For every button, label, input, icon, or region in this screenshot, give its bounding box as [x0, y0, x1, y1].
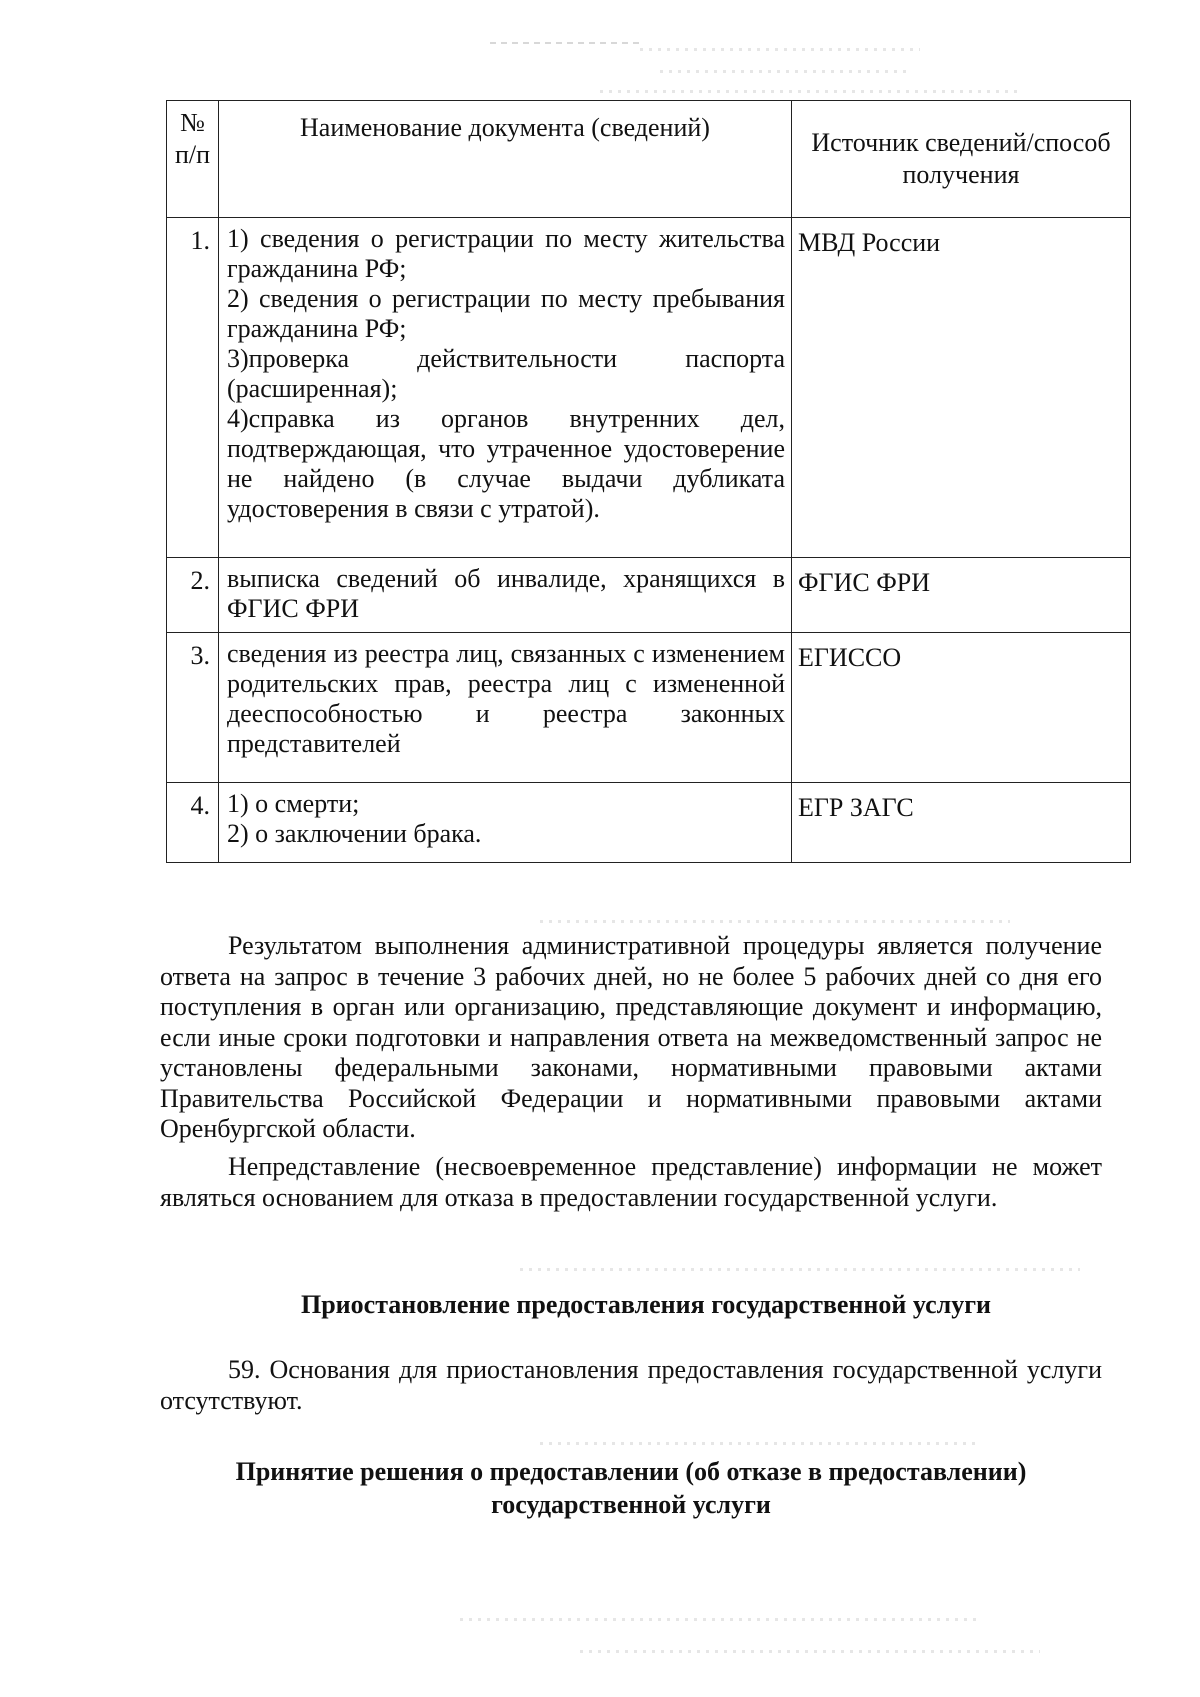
- documents-table: [166, 100, 1131, 863]
- document-item: 1) сведения о регистрации по месту жительства гражданина РФ;: [227, 224, 785, 283]
- document-name-cell: [219, 218, 792, 558]
- non-provision-paragraph: [160, 1152, 1102, 1213]
- scan-noise: [540, 920, 1010, 923]
- item-59-paragraph: [160, 1355, 1102, 1416]
- row-number: 3.: [167, 633, 219, 783]
- scan-noise: [640, 48, 920, 51]
- body-text: Результатом выполнения административной процедуры является получение ответа на запрос в течение 3 рабочих дней, но не более 5 рабочих дней со дня его поступления в орган или организацию, представляющие документ и информацию, если иные сроки подготовки и направления ответа на межведомственный запрос не установлены федеральными законами, нормативными правовыми актами Правительства Российской Федерации и нормативными правовыми актами Оренбургской области.: [160, 931, 1102, 1143]
- table-row: [167, 633, 1131, 783]
- table-row: [167, 218, 1131, 558]
- scan-noise: [660, 70, 910, 73]
- document-item: выписка сведений об инвалиде, хранящихся в ФГИС ФРИ: [227, 564, 785, 623]
- row-number: 2.: [167, 558, 219, 633]
- result-paragraph: [160, 931, 1102, 1145]
- document-item: сведения из реестра лиц, связанных с изменением родительских прав, реестра лиц с измененной дееспособностью и реестра законных представителей: [227, 639, 785, 758]
- scan-noise: [580, 1650, 1040, 1653]
- body-text: 59. Основания для приостановления предоставления государственной услуги отсутствуют.: [160, 1355, 1102, 1415]
- document-item: 3)проверка действительности паспорта (расширенная);: [227, 344, 785, 403]
- source-cell: ФГИС ФРИ: [792, 558, 1131, 633]
- document-name-cell: [219, 633, 792, 783]
- section-heading-suspension: Приостановление предоставления государственной услуги: [300, 1290, 991, 1319]
- scan-noise: [490, 42, 640, 44]
- scan-noise: [460, 1618, 980, 1621]
- table-row: [167, 783, 1131, 863]
- heading-line: государственной услуги: [491, 1490, 771, 1519]
- header-document-name: Наименование документа (сведений): [219, 101, 792, 218]
- section-heading-decision: [160, 1455, 1102, 1521]
- header-source: Источник сведений/способ получения: [792, 101, 1131, 218]
- source-cell: ЕГИССО: [792, 633, 1131, 783]
- document-item: 2) сведения о регистрации по месту пребывания гражданина РФ;: [227, 284, 785, 343]
- document-item: 4)справка из органов внутренних дел, подтверждающая, что утраченное удостоверение не найдено (в случае выдачи дубликата удостоверения в связи с утратой).: [227, 404, 785, 523]
- row-number: 1.: [167, 218, 219, 558]
- source-cell: МВД России: [792, 218, 1131, 558]
- document-name-cell: [219, 783, 792, 863]
- table-header-row: [167, 101, 1131, 218]
- table-row: [167, 558, 1131, 633]
- source-cell: ЕГР ЗАГС: [792, 783, 1131, 863]
- header-number: № п/п: [167, 101, 219, 218]
- scan-noise: [600, 90, 1020, 93]
- body-text: Непредставление (несвоевременное представление) информации не может являться основанием для отказа в предоставлении государственной услуги.: [160, 1152, 1102, 1212]
- document-name-cell: [219, 558, 792, 633]
- row-number: 4.: [167, 783, 219, 863]
- scan-noise: [540, 1442, 980, 1445]
- document-item: 1) о смерти;: [227, 789, 360, 818]
- heading-line: Принятие решения о предоставлении (об отказе в предоставлении): [235, 1457, 1027, 1486]
- scan-noise: [520, 1268, 1080, 1271]
- document-item: 2) о заключении брака.: [227, 819, 482, 848]
